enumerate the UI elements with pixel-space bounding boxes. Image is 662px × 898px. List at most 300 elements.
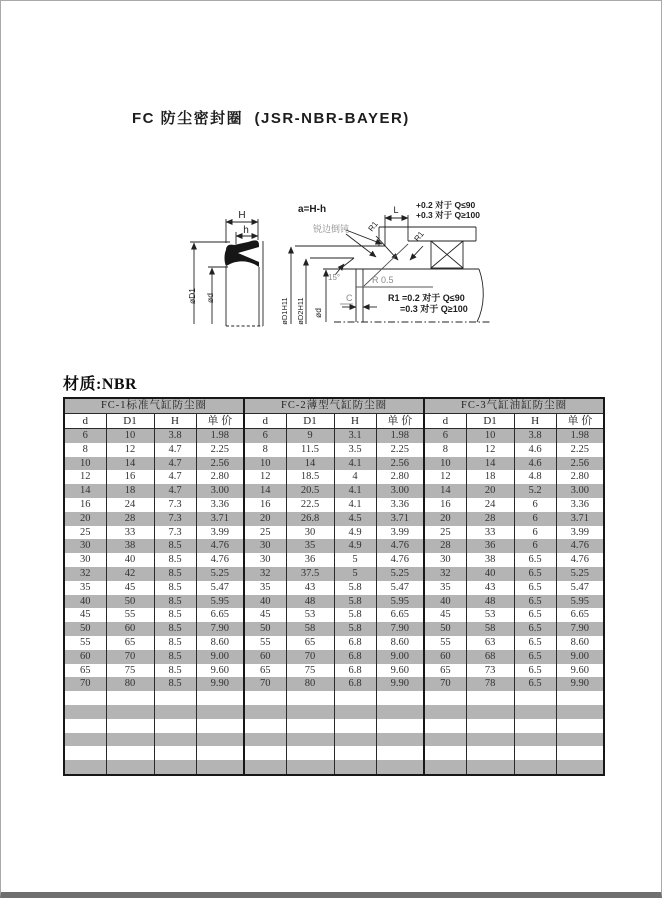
table-cell [424, 733, 466, 747]
table-cell: 18 [106, 484, 154, 498]
table-cell: 30 [64, 539, 106, 553]
table-cell [154, 705, 196, 719]
table-cell: 55 [64, 636, 106, 650]
table-cell: 60 [106, 622, 154, 636]
table-cell: 33 [106, 526, 154, 540]
table-cell: 4.1 [334, 457, 376, 471]
table-cell [64, 719, 106, 733]
table-cell: 60 [64, 650, 106, 664]
table-cell: 6 [514, 498, 556, 512]
table-cell: 5.47 [556, 581, 604, 595]
col-header: H [154, 414, 196, 429]
table-cell [244, 719, 286, 733]
col-header: d [424, 414, 466, 429]
table-cell: 48 [286, 595, 334, 609]
table-cell: 6.8 [334, 650, 376, 664]
table-cell: 70 [286, 650, 334, 664]
table-cell [334, 733, 376, 747]
table-cell [466, 760, 514, 775]
table-cell: 70 [244, 677, 286, 691]
table-cell: 10 [106, 429, 154, 443]
table-cell: 28 [424, 539, 466, 553]
col-header: H [514, 414, 556, 429]
table-cell: 6.65 [556, 608, 604, 622]
table-cell: 6 [514, 539, 556, 553]
table-cell: 35 [424, 581, 466, 595]
table-cell: 6 [64, 429, 106, 443]
table-row [64, 719, 604, 733]
table-cell: 1.98 [376, 429, 424, 443]
table-cell: 65 [244, 664, 286, 678]
table-cell: 75 [286, 664, 334, 678]
table-cell: 16 [106, 470, 154, 484]
table-cell: 8.60 [556, 636, 604, 650]
table-cell [424, 719, 466, 733]
table-body [64, 429, 604, 775]
table-cell: 4.76 [556, 553, 604, 567]
table-cell: 36 [466, 539, 514, 553]
table-cell [154, 691, 196, 705]
table-cell: 4.76 [556, 539, 604, 553]
col-header: D1 [106, 414, 154, 429]
table-cell: 70 [424, 677, 466, 691]
table-cell: 2.56 [196, 457, 244, 471]
price-spec-table [63, 397, 605, 776]
table-cell: 6.5 [514, 608, 556, 622]
table-cell: 5.25 [376, 567, 424, 581]
table-cell: 8 [244, 443, 286, 457]
table-cell: 30 [424, 553, 466, 567]
edge-note-label: 锐边倒钝 [313, 224, 350, 234]
table-cell: 4.5 [334, 512, 376, 526]
table-cell: 65 [106, 636, 154, 650]
table-cell: 6 [424, 429, 466, 443]
table-cell [106, 733, 154, 747]
table-cell: 6.5 [514, 595, 556, 609]
table-cell: 40 [466, 567, 514, 581]
table-cell: 12 [64, 470, 106, 484]
table-cell: 65 [64, 664, 106, 678]
table-cell: 9.60 [376, 664, 424, 678]
table-cell: 12 [106, 443, 154, 457]
table-cell [334, 705, 376, 719]
table-row [64, 746, 604, 760]
table-cell: 10 [244, 457, 286, 471]
table-row [64, 664, 604, 678]
table-cell: 9.60 [556, 664, 604, 678]
table-cell [286, 691, 334, 705]
table-cell: 53 [466, 608, 514, 622]
table-cell: 60 [244, 650, 286, 664]
table-cell [424, 746, 466, 760]
table-row [64, 650, 604, 664]
section-title-fc1: FC-1标准气缸防尘圈 [64, 398, 244, 414]
table-cell: 4.1 [334, 498, 376, 512]
table-cell: 4.7 [154, 443, 196, 457]
table-cell: 6.8 [334, 636, 376, 650]
table-cell [286, 746, 334, 760]
table-cell: 4.76 [196, 553, 244, 567]
table-cell: 2.25 [376, 443, 424, 457]
table-cell: 6.5 [514, 622, 556, 636]
table-row [64, 581, 604, 595]
table-cell: 8.5 [154, 664, 196, 678]
table-cell: 5.47 [196, 581, 244, 595]
table-cell: 9.60 [196, 664, 244, 678]
table-cell: 43 [286, 581, 334, 595]
table-cell: 65 [424, 664, 466, 678]
table-cell: 78 [466, 677, 514, 691]
table-cell: 25 [64, 526, 106, 540]
table-cell: 3.00 [556, 484, 604, 498]
table-cell: 5.95 [556, 595, 604, 609]
dim-h-label: h [243, 225, 249, 236]
table-cell: 30 [64, 553, 106, 567]
table-cell: 5.25 [196, 567, 244, 581]
table-cell: 14 [286, 457, 334, 471]
table-cell: 6.8 [334, 677, 376, 691]
table-cell [244, 733, 286, 747]
table-cell: 8 [424, 443, 466, 457]
table-cell: 33 [466, 526, 514, 540]
col-header: D1 [286, 414, 334, 429]
table-cell: 3.1 [334, 429, 376, 443]
table-cell: 5.8 [334, 581, 376, 595]
table-cell [376, 705, 424, 719]
od1-label-left: øD1 [187, 287, 197, 305]
col-header: 单 价 [196, 414, 244, 429]
table-cell: 4.6 [514, 443, 556, 457]
table-cell [556, 733, 604, 747]
column-header-row [64, 414, 604, 429]
table-row [64, 636, 604, 650]
col-header: d [64, 414, 106, 429]
table-cell [196, 705, 244, 719]
table-cell [424, 760, 466, 775]
table-cell: 5.95 [196, 595, 244, 609]
table-row [64, 691, 604, 705]
table-cell: 55 [244, 636, 286, 650]
table-cell: 3.5 [334, 443, 376, 457]
table-cell [196, 733, 244, 747]
table-cell [556, 746, 604, 760]
table-cell: 12 [424, 470, 466, 484]
table-cell: 50 [244, 622, 286, 636]
table-cell: 70 [64, 677, 106, 691]
table-cell: 6 [514, 512, 556, 526]
table-cell [106, 705, 154, 719]
table-cell: 50 [424, 622, 466, 636]
table-cell: 12 [244, 470, 286, 484]
table-cell: 8.60 [196, 636, 244, 650]
table-cell: 18.5 [286, 470, 334, 484]
table-cell: 28 [106, 512, 154, 526]
section-title-fc3: FC-3气缸油缸防尘圈 [424, 398, 604, 414]
table-cell [376, 746, 424, 760]
table-cell: 4.76 [376, 539, 424, 553]
table-cell: 6.65 [196, 608, 244, 622]
table-cell: 42 [106, 567, 154, 581]
table-cell: 45 [106, 581, 154, 595]
table-cell: 3.71 [376, 512, 424, 526]
material-label: 材质:NBR [63, 376, 138, 393]
table-cell: 40 [106, 553, 154, 567]
r1-label-a: R1 [366, 219, 380, 234]
table-cell [244, 691, 286, 705]
col-header: H [334, 414, 376, 429]
table-cell [376, 719, 424, 733]
table-row [64, 470, 604, 484]
table-cell: 4.7 [154, 484, 196, 498]
table-cell: 2.25 [196, 443, 244, 457]
table-cell: 14 [64, 484, 106, 498]
table-cell: 58 [466, 622, 514, 636]
table-cell: 5.2 [514, 484, 556, 498]
table-cell: 40 [64, 595, 106, 609]
table-cell [196, 691, 244, 705]
od2-label-right: øD2H11 [296, 297, 305, 325]
table-cell [466, 746, 514, 760]
table-cell: 5.95 [376, 595, 424, 609]
r1-note-line-2: =0.3 对于 Q≥100 [400, 304, 468, 314]
dim-C-label: C [346, 293, 353, 303]
table-cell: 3.36 [376, 498, 424, 512]
table-cell [244, 705, 286, 719]
table-cell: 8.60 [376, 636, 424, 650]
table-cell: 8 [64, 443, 106, 457]
table-cell: 7.90 [556, 622, 604, 636]
table-cell: 25 [424, 526, 466, 540]
table-cell: 32 [64, 567, 106, 581]
table-cell [244, 746, 286, 760]
col-header: 单 价 [376, 414, 424, 429]
table-cell: 38 [466, 553, 514, 567]
section-header-row [64, 398, 604, 414]
table-cell: 2.25 [556, 443, 604, 457]
col-header: D1 [466, 414, 514, 429]
table-cell: 3.99 [376, 526, 424, 540]
table-cell [196, 719, 244, 733]
table-cell [556, 719, 604, 733]
table-cell: 73 [466, 664, 514, 678]
seal-cross-section-figure [190, 219, 263, 326]
table-row [64, 457, 604, 471]
table-cell [334, 760, 376, 775]
table-cell: 11.5 [286, 443, 334, 457]
table-cell [514, 705, 556, 719]
technical-drawing [186, 184, 516, 346]
table-cell: 18 [466, 470, 514, 484]
table-cell: 3.71 [556, 512, 604, 526]
table-row [64, 608, 604, 622]
col-header: 单 价 [556, 414, 604, 429]
table-cell: 4.76 [196, 539, 244, 553]
table-cell [286, 705, 334, 719]
table-cell: 24 [106, 498, 154, 512]
table-cell: 30 [244, 553, 286, 567]
table-cell [196, 760, 244, 775]
table-cell: 9.00 [196, 650, 244, 664]
table-cell: 7.90 [196, 622, 244, 636]
table-cell [64, 746, 106, 760]
table-cell: 50 [64, 622, 106, 636]
table-cell: 8.5 [154, 553, 196, 567]
table-cell [466, 733, 514, 747]
table-cell: 6.5 [514, 677, 556, 691]
table-row [64, 484, 604, 498]
table-cell [514, 719, 556, 733]
table-cell: 38 [106, 539, 154, 553]
table-cell: 7.90 [376, 622, 424, 636]
table-cell: 4.6 [514, 457, 556, 471]
table-cell: 6.5 [514, 664, 556, 678]
table-cell: 4.9 [334, 539, 376, 553]
table-row [64, 760, 604, 775]
table-cell [64, 733, 106, 747]
table-cell [376, 691, 424, 705]
table-cell: 14 [106, 457, 154, 471]
table-cell: 8.5 [154, 636, 196, 650]
table-cell: 8.5 [154, 595, 196, 609]
table-cell: 36 [286, 553, 334, 567]
table-cell: 24 [466, 498, 514, 512]
table-cell: 4 [334, 470, 376, 484]
table-row [64, 622, 604, 636]
table-cell: 9.90 [556, 677, 604, 691]
table-cell: 37.5 [286, 567, 334, 581]
table-cell: 1.98 [196, 429, 244, 443]
dim-L-label: L [393, 205, 399, 215]
table-cell [514, 746, 556, 760]
table-cell: 63 [466, 636, 514, 650]
table-cell [424, 691, 466, 705]
table-cell: 6.5 [514, 581, 556, 595]
table-cell: 5 [334, 553, 376, 567]
table-cell: 50 [106, 595, 154, 609]
table-cell: 6.65 [376, 608, 424, 622]
table-cell: 20.5 [286, 484, 334, 498]
table-cell: 10 [424, 457, 466, 471]
table-cell: 65 [286, 636, 334, 650]
table-cell [196, 746, 244, 760]
table-cell [334, 746, 376, 760]
table-cell [106, 719, 154, 733]
table-cell: 7.3 [154, 526, 196, 540]
table-row [64, 443, 604, 457]
page-title: FC 防尘密封圈 (JSR-NBR-BAYER) [132, 110, 410, 127]
table-cell: 25 [244, 526, 286, 540]
table-cell: 6.5 [514, 636, 556, 650]
table-cell: 7.3 [154, 512, 196, 526]
table-cell [466, 705, 514, 719]
table-cell: 4.1 [334, 484, 376, 498]
table-cell: 5.47 [376, 581, 424, 595]
table-cell: 28 [466, 512, 514, 526]
table-cell [106, 760, 154, 775]
table-cell [514, 733, 556, 747]
table-cell: 2.56 [556, 457, 604, 471]
table-cell: 2.80 [196, 470, 244, 484]
table-cell [154, 733, 196, 747]
table-cell: 16 [424, 498, 466, 512]
table-cell: 12 [466, 443, 514, 457]
table-cell: 14 [244, 484, 286, 498]
table-cell: 80 [106, 677, 154, 691]
table-cell: 14 [466, 457, 514, 471]
table-cell: 3.99 [556, 526, 604, 540]
table-cell: 16 [64, 498, 106, 512]
tolerance-line-1: +0.2 对于 Q≤90 [416, 200, 476, 210]
table-cell: 3.8 [514, 429, 556, 443]
table-cell [64, 705, 106, 719]
table-cell: 30 [244, 539, 286, 553]
table-cell: 9.90 [376, 677, 424, 691]
table-cell: 30 [286, 526, 334, 540]
table-row [64, 567, 604, 581]
formula-label: a=H-h [298, 204, 327, 215]
table-cell [334, 691, 376, 705]
table-cell [376, 733, 424, 747]
table-cell: 2.56 [376, 457, 424, 471]
table-cell [154, 719, 196, 733]
table-row [64, 677, 604, 691]
table-cell: 3.99 [196, 526, 244, 540]
table-cell: 6.5 [514, 650, 556, 664]
table-cell: 4.76 [376, 553, 424, 567]
table-cell: 14 [424, 484, 466, 498]
table-cell [556, 760, 604, 775]
table-cell: 6 [514, 526, 556, 540]
table-cell [514, 691, 556, 705]
table-cell: 8.5 [154, 622, 196, 636]
table-cell: 20 [424, 512, 466, 526]
table-row [64, 526, 604, 540]
table-cell: 40 [244, 595, 286, 609]
table-cell: 7.3 [154, 498, 196, 512]
angle-label: 15° [328, 273, 341, 282]
table-cell: 4.7 [154, 470, 196, 484]
table-cell: 2.80 [556, 470, 604, 484]
table-cell: 10 [466, 429, 514, 443]
table-cell: 8.5 [154, 677, 196, 691]
table-cell: 45 [244, 608, 286, 622]
table-cell: 8.5 [154, 608, 196, 622]
table-cell [334, 719, 376, 733]
table-cell: 2.80 [376, 470, 424, 484]
table-cell: 6 [244, 429, 286, 443]
table-cell: 8.5 [154, 650, 196, 664]
table-cell [286, 719, 334, 733]
table-cell [244, 760, 286, 775]
table-cell: 3.36 [196, 498, 244, 512]
table-cell: 35 [244, 581, 286, 595]
table-cell [106, 691, 154, 705]
table-row [64, 429, 604, 443]
table-cell: 80 [286, 677, 334, 691]
table-cell: 58 [286, 622, 334, 636]
table-cell: 20 [64, 512, 106, 526]
table-cell: 32 [424, 567, 466, 581]
table-row [64, 705, 604, 719]
table-cell: 1.98 [556, 429, 604, 443]
table-cell: 9.90 [196, 677, 244, 691]
table-cell [154, 746, 196, 760]
od1-label-right: øD1H11 [280, 297, 289, 325]
table-cell: 35 [64, 581, 106, 595]
table-cell: 43 [466, 581, 514, 595]
table-cell: 8.5 [154, 539, 196, 553]
table-cell: 4.8 [514, 470, 556, 484]
